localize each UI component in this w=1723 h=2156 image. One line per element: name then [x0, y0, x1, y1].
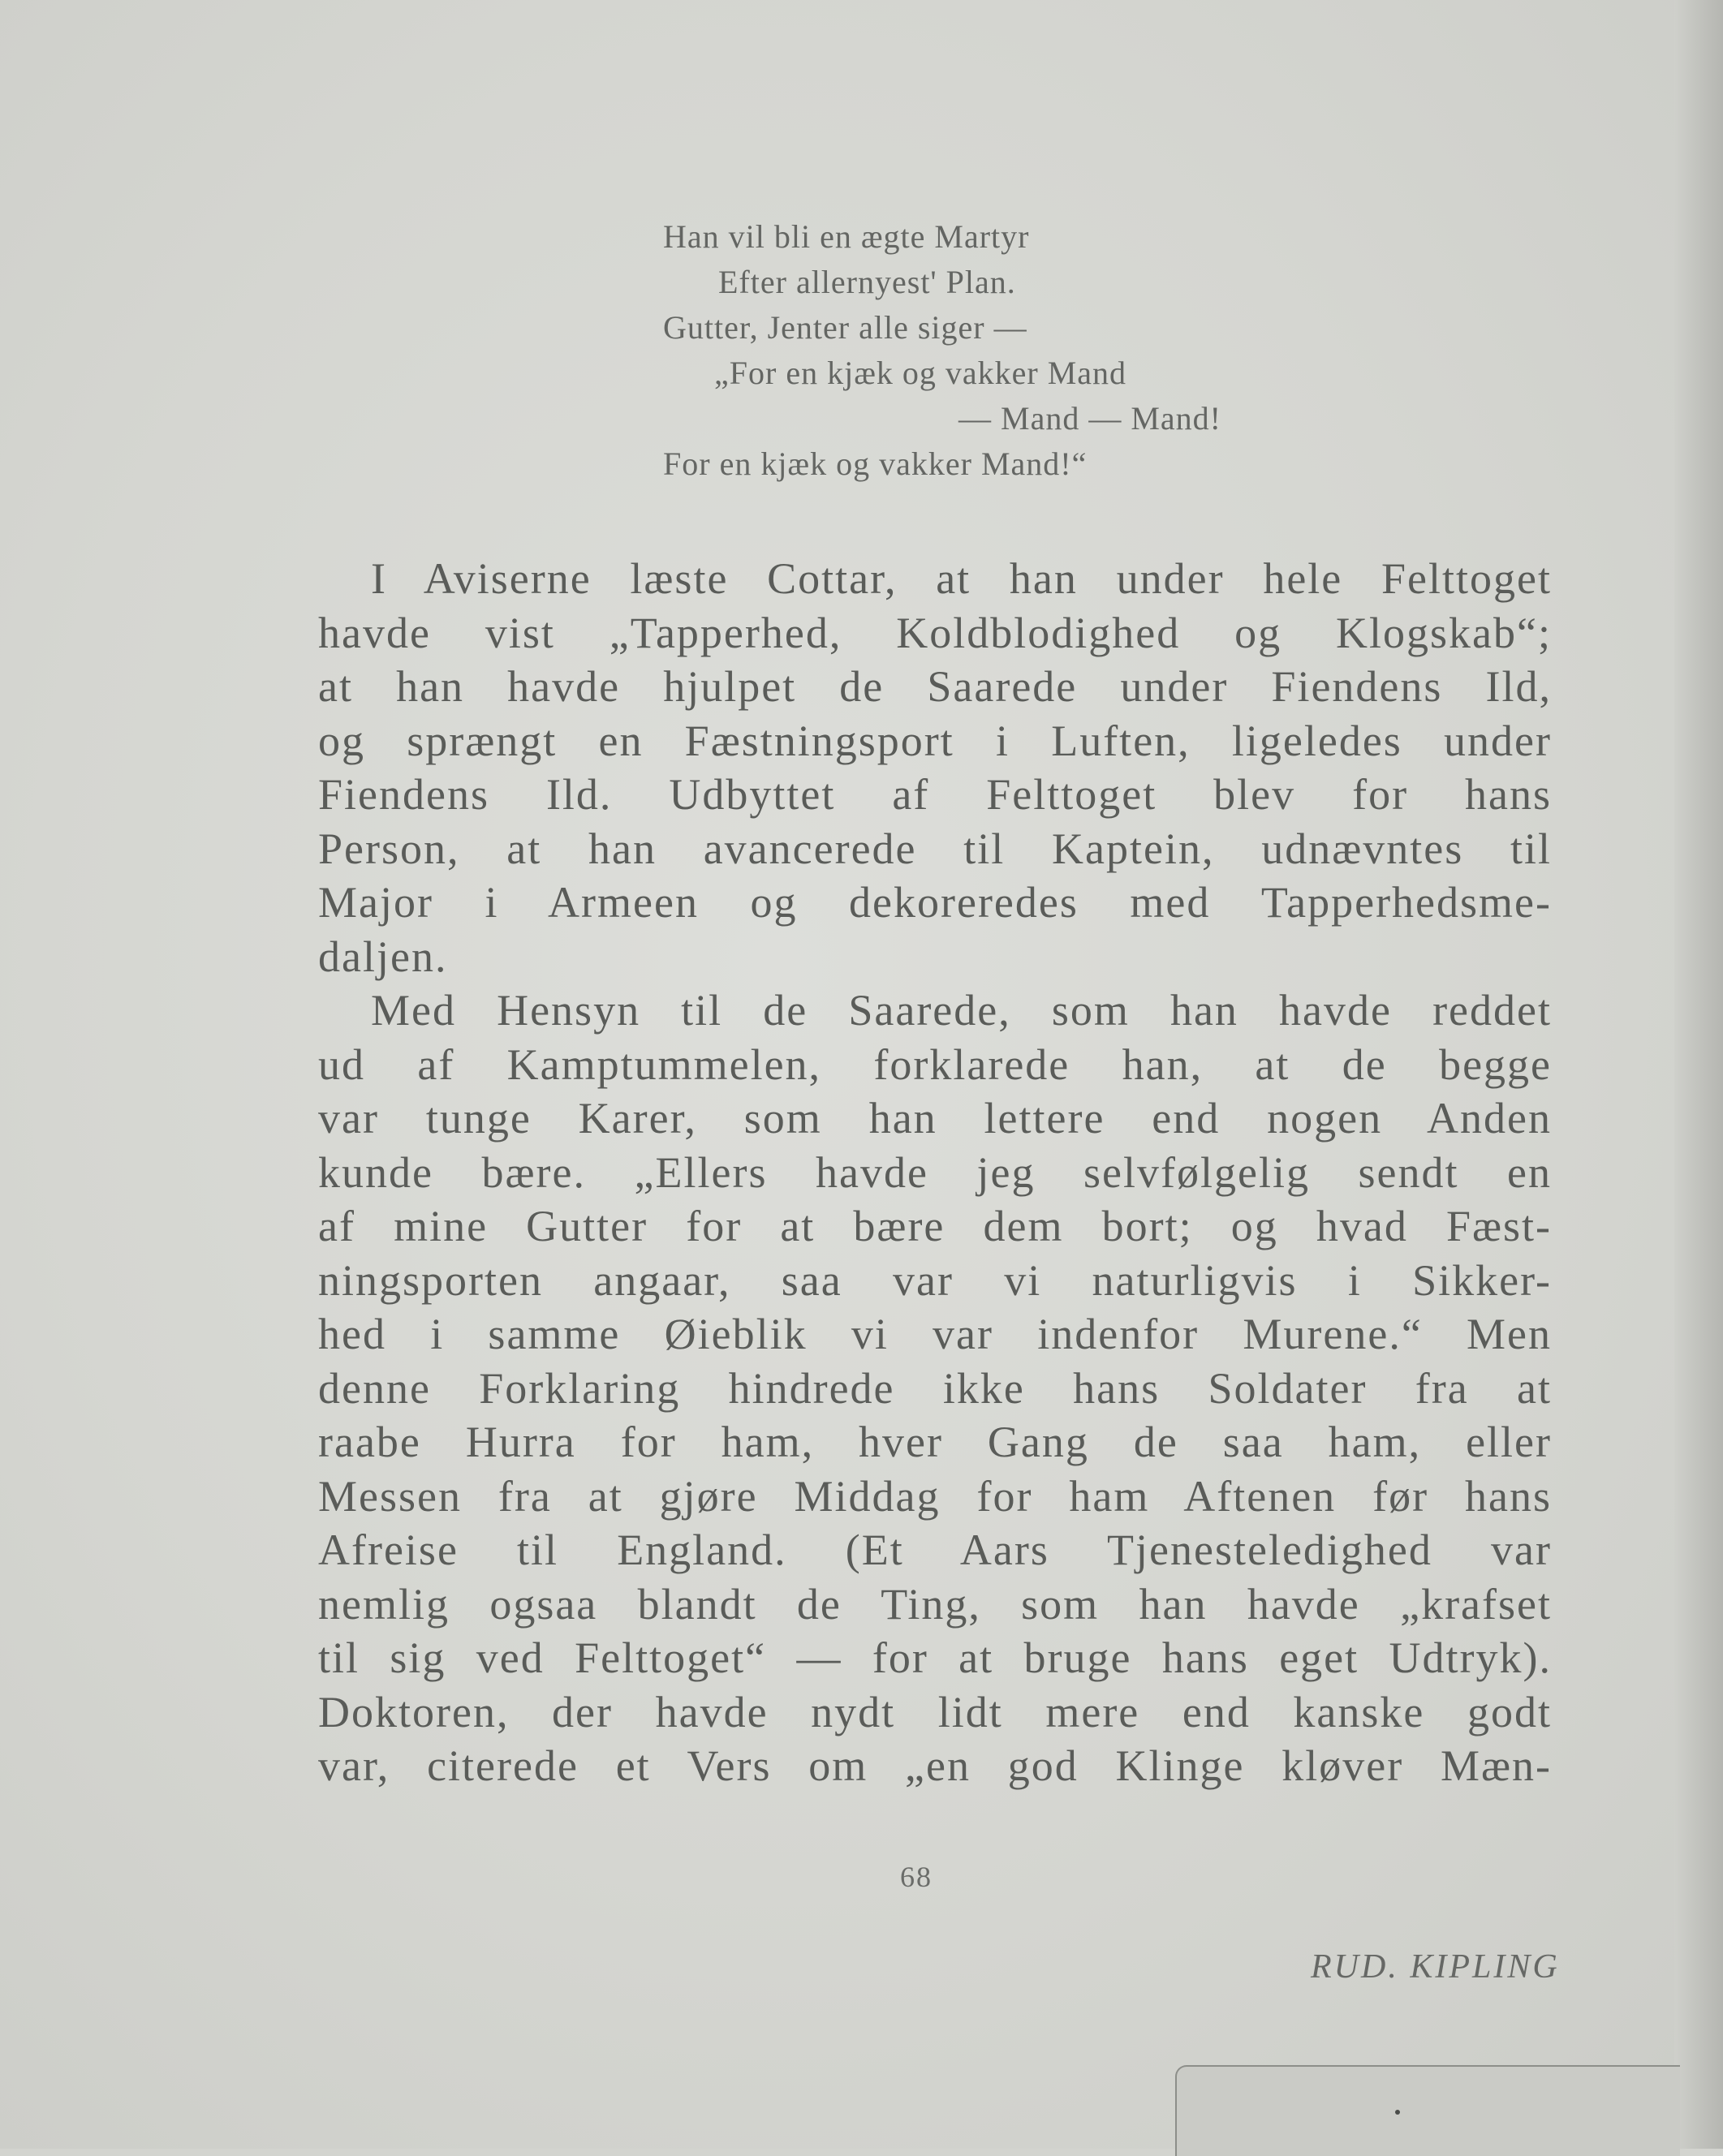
corner-mark — [1395, 2110, 1400, 2115]
prose-line: havde vist „Tapperhed, Koldblodighed og Klogskab“; — [318, 608, 1552, 657]
verse-line: — Mand — Mand! — [958, 400, 1221, 437]
prose-line: Doktoren, der havde nydt lidt mere end kanske godt — [318, 1687, 1552, 1736]
prose-line: af mine Gutter for at bære dem bort; og hvad Fæst- — [318, 1202, 1552, 1250]
prose-line: Afreise til England. (Et Aars Tjenesteledighed var — [318, 1526, 1552, 1574]
prose-line: denne Forklaring hindrede ikke hans Soldater fra at — [318, 1363, 1552, 1413]
prose-line: til sig ved Felttoget“ — for at bruge hans eget Udtryk). — [318, 1633, 1552, 1682]
page-number: 68 — [900, 1861, 933, 1893]
prose-line: hed i samme Øieblik vi var indenfor Murene.“ Men — [318, 1310, 1552, 1358]
prose-line: daljen. — [318, 932, 448, 981]
verse-line: „For en kjæk og vakker Mand — [714, 355, 1127, 391]
footer-author: RUD. KIPLING — [1311, 1948, 1560, 1986]
prose-line: Med Hensyn til de Saarede, som han havde reddet — [371, 986, 1552, 1035]
verse-line: Efter allernyest' Plan. — [718, 264, 1016, 300]
prose-line: Person, at han avancerede til Kaptein, udnævntes til — [318, 824, 1552, 873]
verse-line: Han vil bli en ægte Martyr — [663, 218, 1030, 255]
prose-line: at han havde hjulpet de Saarede under Fiendens Ild, — [318, 662, 1552, 711]
prose-line: Fiendens Ild. Udbyttet af Felttoget blev for hans — [318, 770, 1552, 819]
prose-line: Messen fra at gjøre Middag for ham Aftenen før hans — [318, 1471, 1552, 1521]
prose-line: raabe Hurra for ham, hver Gang de saa ham, eller — [318, 1418, 1552, 1466]
prose-line: ningsporten angaar, saa var vi naturligvis i Sikker- — [318, 1255, 1552, 1305]
prose-line: I Aviserne læste Cottar, at han under hele Felttoget — [371, 554, 1552, 603]
prose-line: og sprængt en Fæstningsport i Luften, ligeledes under — [318, 716, 1552, 765]
prose-line: var tunge Karer, som han lettere end nogen Anden — [318, 1094, 1552, 1143]
corner-card — [1175, 2065, 1680, 2156]
prose-line: var, citerede et Vers om „en god Klinge kløver Mæn- — [318, 1741, 1552, 1790]
verse-line: Gutter, Jenter alle siger — — [663, 309, 1027, 346]
prose-block — [318, 552, 1552, 1793]
prose-line: nemlig ogsaa blandt de Ting, som han havde „krafset — [318, 1579, 1552, 1629]
verse-line: For en kjæk og vakker Mand!“ — [663, 445, 1088, 482]
prose-line: ud af Kamptummelen, forklarede han, at de begge — [318, 1039, 1552, 1089]
prose-line: Major i Armeen og dekoreredes med Tapperhedsme- — [318, 878, 1552, 927]
prose-line: kunde bære. „Ellers havde jeg selvfølgelig sendt en — [318, 1147, 1552, 1197]
page-edge — [1674, 0, 1723, 2149]
